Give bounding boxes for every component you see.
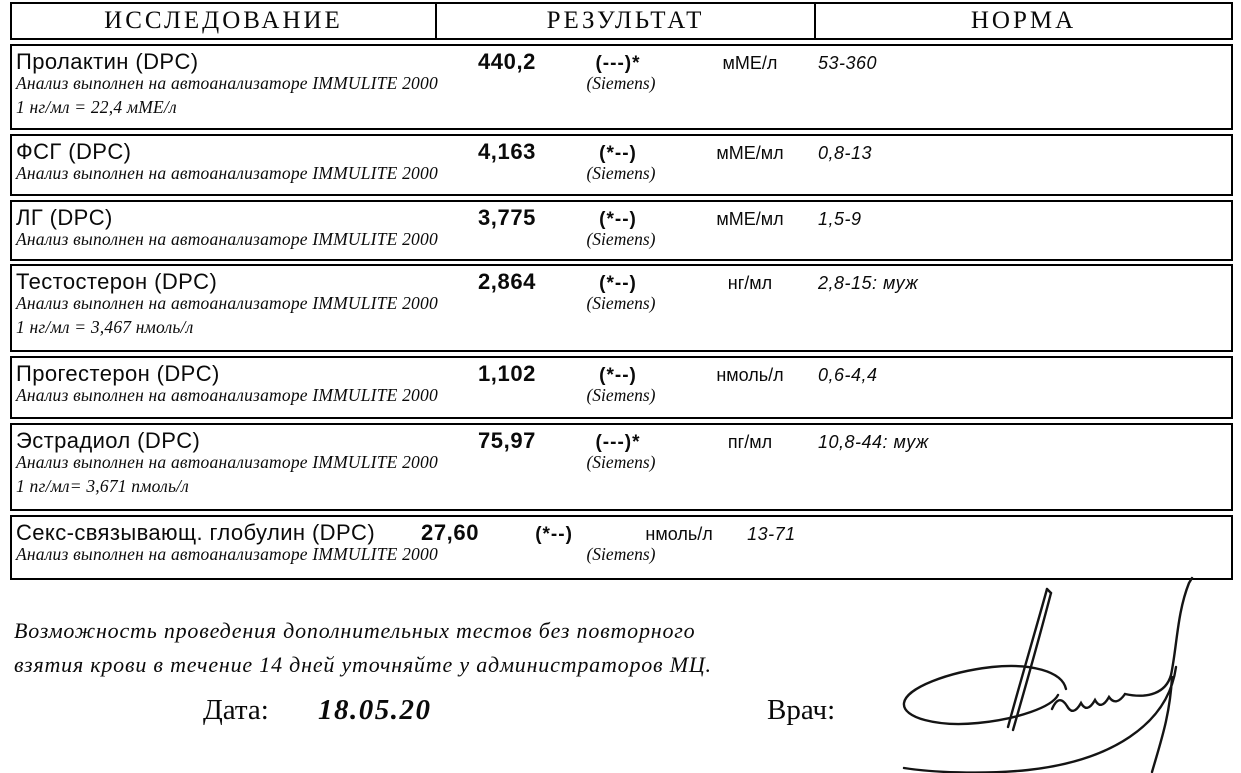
test-value: 3,775 (477, 205, 536, 230)
test-norm: 0,8-13 (818, 143, 873, 163)
test-name: ФСГ (DPC) (16, 139, 132, 164)
result-flag: (*--) (599, 365, 637, 386)
test-value: 440,2 (477, 49, 536, 74)
analyzer-note: Анализ выполнен на автоанализаторе IMMULITE 2000 (16, 452, 438, 472)
result-flag: (*--) (599, 143, 637, 164)
analyzer-line (12, 229, 1231, 253)
result-flag: (*--) (599, 273, 637, 294)
table-header-row (10, 2, 1233, 40)
table-row (10, 44, 1233, 130)
table-row (10, 200, 1233, 261)
test-units: пг/мл (727, 432, 773, 452)
header-result: РЕЗУЛЬТАТ (435, 4, 814, 38)
result-flag: (---)* (595, 53, 641, 74)
result-line (12, 266, 1231, 293)
doctor-signature (880, 575, 1210, 773)
test-name: Пролактин (DPC) (16, 49, 199, 74)
test-norm: 1,5-9 (818, 209, 862, 229)
test-norm: 0,6-4,4 (818, 365, 878, 385)
table-row (10, 356, 1233, 419)
test-norm: 13-71 (747, 524, 796, 544)
brand-note: (Siemens) (586, 163, 656, 183)
test-norm: 2,8-15: муж (818, 273, 919, 293)
result-line (12, 358, 1231, 385)
header-study: ИССЛЕДОВАНИЕ (104, 7, 343, 34)
table-row (10, 264, 1233, 352)
test-value: 4,163 (477, 139, 536, 164)
analyzer-line (12, 293, 1231, 317)
conversion-note: 1 нг/мл = 3,467 нмоль/л (16, 317, 194, 337)
test-value: 27,60 (421, 520, 480, 545)
result-flag: (---)* (595, 432, 641, 453)
test-value: 1,102 (477, 361, 536, 386)
test-units: мМЕ/мл (716, 209, 784, 229)
test-value: 75,97 (477, 428, 536, 453)
analyzer-line (12, 163, 1231, 187)
result-line (12, 425, 1231, 452)
doctor-label: Врач: (767, 694, 836, 726)
brand-note: (Siemens) (586, 385, 656, 405)
test-name: Секс-связывающ. глобулин (DPC) (16, 520, 376, 545)
analyzer-line (12, 385, 1231, 409)
brand-note: (Siemens) (586, 293, 656, 313)
analyzer-note: Анализ выполнен на автоанализаторе IMMULITE 2000 (16, 544, 438, 564)
analyzer-note: Анализ выполнен на автоанализаторе IMMULITE 2000 (16, 293, 438, 313)
result-line (12, 136, 1231, 163)
test-name: Прогестерон (DPC) (16, 361, 220, 386)
brand-note: (Siemens) (586, 229, 656, 249)
test-name: ЛГ (DPC) (16, 205, 113, 230)
table-row (10, 423, 1233, 511)
analyzer-line (12, 73, 1231, 97)
test-units: мМЕ/мл (716, 143, 784, 163)
test-units: нмоль/л (716, 365, 784, 385)
analyzer-note: Анализ выполнен на автоанализаторе IMMULITE 2000 (16, 385, 438, 405)
date-value: 18.05.20 (318, 694, 432, 726)
analyzer-note: Анализ выполнен на автоанализаторе IMMULITE 2000 (16, 73, 438, 93)
signature-icon (880, 575, 1210, 773)
analyzer-note: Анализ выполнен на автоанализаторе IMMULITE 2000 (16, 229, 438, 249)
conversion-note: 1 нг/мл = 22,4 мМЕ/л (16, 97, 177, 117)
conversion-note: 1 пг/мл= 3,671 пмоль/л (16, 476, 190, 496)
analyzer-note: Анализ выполнен на автоанализаторе IMMULITE 2000 (16, 163, 438, 183)
analyzer-line (12, 544, 1231, 568)
table-row (10, 515, 1233, 580)
test-units: мМЕ/л (722, 53, 778, 73)
test-name: Эстрадиол (DPC) (16, 428, 201, 453)
test-units: нг/мл (727, 273, 773, 293)
result-line (12, 202, 1231, 229)
result-line (12, 46, 1231, 73)
analyzer-line (12, 452, 1231, 476)
result-flag: (*--) (599, 209, 637, 230)
test-norm: 53-360 (818, 53, 878, 73)
brand-note: (Siemens) (586, 73, 656, 93)
result-flag: (*--) (535, 524, 573, 545)
table-row (10, 134, 1233, 196)
test-norm: 10,8-44: муж (818, 432, 929, 452)
footer-note-line1: Возможность проведения дополнительных тестов без повторного (14, 618, 696, 643)
result-line (12, 517, 1231, 544)
header-norm: НОРМА (814, 4, 1231, 38)
test-name: Тестостерон (DPC) (16, 269, 218, 294)
test-value: 2,864 (477, 269, 536, 294)
footer-note-line2: взятия крови в течение 14 дней уточняйте у администраторов МЦ. (14, 652, 712, 677)
date-label: Дата: (203, 694, 269, 726)
test-units: нмоль/л (645, 524, 713, 544)
brand-note: (Siemens) (586, 452, 656, 472)
brand-note: (Siemens) (586, 544, 656, 564)
